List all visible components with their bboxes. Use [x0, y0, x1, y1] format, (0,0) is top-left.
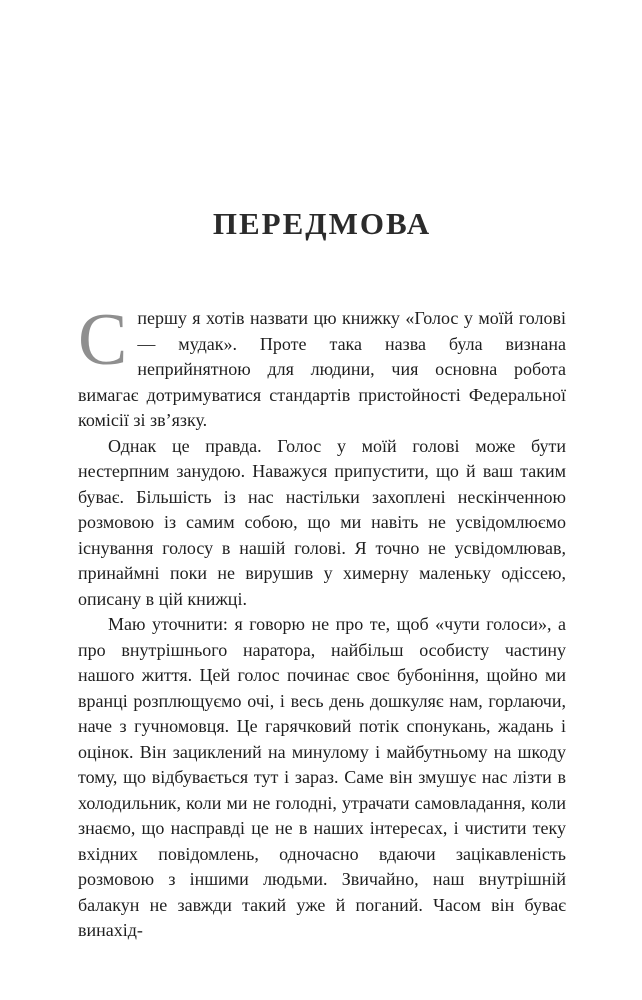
text-block [78, 299, 566, 944]
drop-cap: С [78, 299, 128, 381]
chapter-title: ПЕРЕДМОВА [212, 206, 432, 241]
paragraph: Однак це правда. Голос у моїй голові може бути нестерпним занудою. Наважуся припустити, що й ваш таким буває. Більшість із нас настільки захоплені нескінченною розмовою із самим собою, що ми навіть не усвідомлюємо існування голосу в нашій голові. Я точно не усвідомлював, принаймні поки не вирушив у химерну маленьку одіссею, описану в цій книжці. [78, 435, 566, 609]
paragraph-text: першу я хотів назвати цю книжку «Голос у моїй голові — мудак». Проте така назва була визнана неприйнятною для людини, чия основна робота вимагає дотримуватися стандартів пристойності Федеральної комісії зі зв’язку. [78, 308, 566, 430]
paragraph-with-dropcap [78, 299, 566, 434]
paragraph: Маю уточнити: я говорю не про те, щоб «чути голоси», а про внутрішнього наратора, найбільш особисту частину нашого життя. Цей голос починає своє бубоніння, щойно ми вранці розплющуємо очі, і весь день дошкуляє нам, горлаючи, наче з гучномовця. Це гарячковий потік спонукань, жадань і оцінок. Він зациклений на минулому і майбутньому на шкоду тому, що відбувається тут і зараз. Саме він змушує нас лізти в холодильник, коли ми не голодні, утрачати самовладання, коли знаємо, що насправді це не в наших інтересах, і чистити теку вхідних повідомлень, одночасно вдаючи зацікавленість розмовою з іншими людьми. Звичайно, наш внутрішній балакун не завжди такий уже й поганий. Часом він буває винахід- [78, 614, 566, 940]
